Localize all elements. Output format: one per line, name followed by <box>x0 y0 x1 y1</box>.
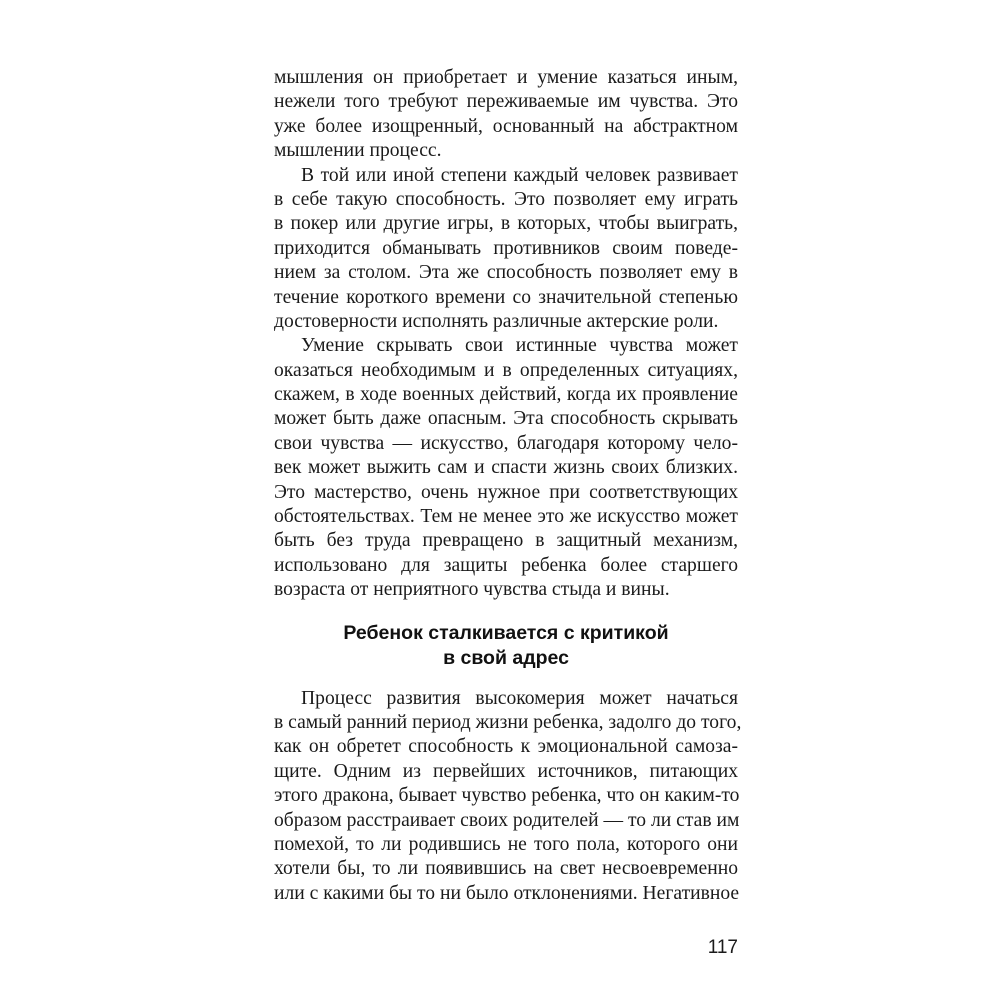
text-line: возраста от неприятного чувства стыда и вины. <box>274 579 670 601</box>
text-line: течение короткого времени со значительной степенью <box>274 286 738 308</box>
text-line: или с какими бы то ни было отклонениями. Негативное <box>274 882 740 904</box>
text-line: обстоятельствах. Тем не менее это же искусство может <box>274 506 738 528</box>
section-heading <box>274 621 738 671</box>
text-line: Это мастерство, очень нужное при соответствующих <box>274 481 738 503</box>
text-line: В той или иной степени каждый человек развивает <box>301 164 738 186</box>
text-line: скажем, в ходе военных действий, когда их проявление <box>274 384 738 406</box>
text-line: век может выжить сам и спасти жизнь своих близких. <box>274 457 738 479</box>
text-line: как он обретет способность к эмоциональной самоза- <box>274 736 738 758</box>
text-line: хотели бы, то ли появившись на свет несвоевременно <box>274 858 738 880</box>
text-line: уже более изощренный, основанный на абстрактном <box>274 115 738 137</box>
text-line: нием за столом. Эта же способность позволяет ему в <box>274 262 738 284</box>
paragraph <box>274 66 738 164</box>
paragraph <box>274 164 738 335</box>
text-line: мышления он приобретает и умение казаться иным, <box>274 67 738 88</box>
text-line: быть без труда превращено в защитный механизм, <box>274 530 738 552</box>
text-line: Умение скрывать свои истинные чувства может <box>301 335 738 357</box>
text-line: нежели того требуют переживаемые им чувства. Это <box>274 91 738 113</box>
text-line: Процесс развития высокомерия может начаться <box>301 687 738 709</box>
text-line: в покер или другие игры, в которых, чтобы выиграть, <box>274 213 738 235</box>
text-line: может быть даже опасным. Эта способность скрывать <box>274 408 738 430</box>
text-line: приходится обманывать противников своим поведе- <box>274 237 738 259</box>
text-line: этого дракона, бывает чувство ребенка, что он каким-то <box>274 785 740 807</box>
text-line: щите. Одним из первейших источников, питающих <box>274 760 738 782</box>
section-heading-line: в свой адрес <box>443 646 569 669</box>
paragraph <box>274 334 738 602</box>
text-line: использовано для защиты ребенка более старшего <box>274 554 738 576</box>
text-line: помехой, то ли родившись не того пола, которого они <box>274 833 738 855</box>
section-heading-line: Ребенок сталкивается с критикой <box>343 621 669 644</box>
text-line: оказаться необходимым и в определенных ситуациях, <box>274 359 738 381</box>
text-line: образом расстраивает своих родителей — то ли став им <box>274 809 740 831</box>
text-line: в самый ранний период жизни ребенка, задолго до того, <box>274 711 742 733</box>
text-line: достоверности исполнять различные актерские роли. <box>274 310 719 332</box>
text-line: свои чувства — искусство, благодаря которому чело- <box>274 432 738 454</box>
text-line: в себе такую способность. Это позволяет ему играть <box>274 188 738 210</box>
paragraph <box>274 687 742 907</box>
text-line: мышлении процесс. <box>274 140 442 162</box>
page-number: 117 <box>707 937 738 958</box>
book-page <box>274 66 742 966</box>
